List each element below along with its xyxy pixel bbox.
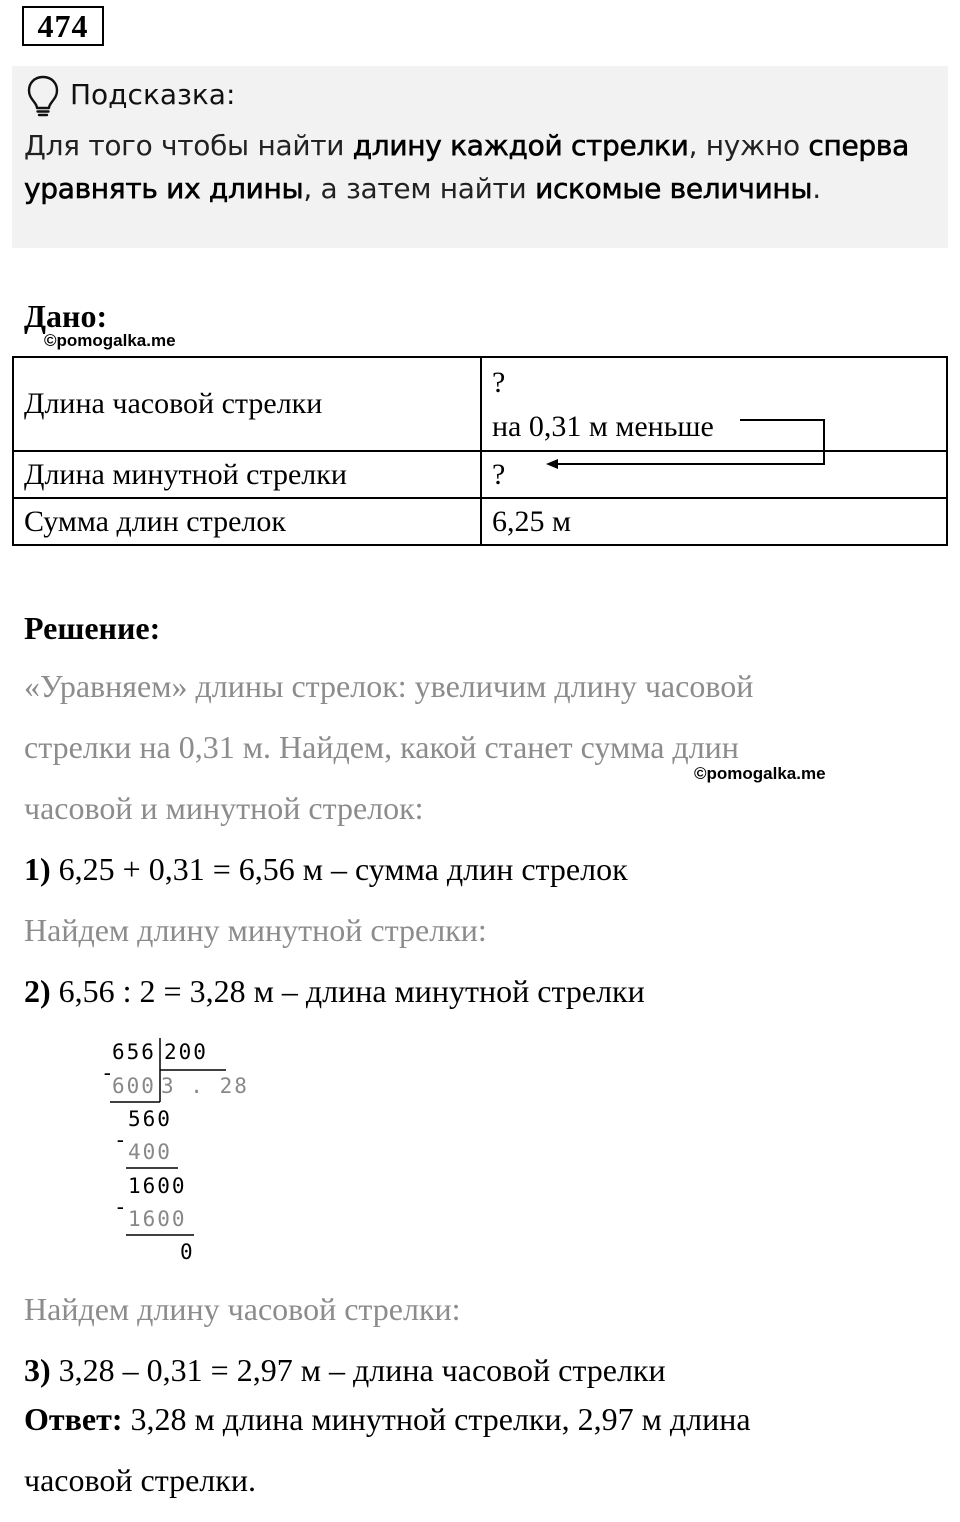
long-division <box>90 1036 270 1266</box>
intro-line: часовой и минутной стрелок: <box>24 790 424 826</box>
solution-heading: Решение: <box>24 610 161 646</box>
dividend: 656 <box>112 1040 156 1064</box>
minus-sign: - <box>101 1061 116 1085</box>
row-label: Длина часовой стрелки <box>13 357 481 451</box>
subtrahend-1: 600 <box>112 1074 156 1098</box>
note-3: Найдем длину часовой стрелки: <box>24 1291 461 1327</box>
row-value: ? на 0,31 м меньше <box>481 357 947 451</box>
hint-text: Для того чтобы найти длину каждой стрелки, нужно сперва уравнять их длины, а затем найти искомые величины. <box>24 129 909 205</box>
row-value: ? <box>481 451 947 498</box>
hint-box <box>12 66 948 248</box>
answer-line-1: Ответ: 3,28 м длина минутной стрелки, 2,97 м длина <box>24 1401 751 1437</box>
row-value: 6,25 м <box>481 498 947 545</box>
intro-line: стрелки на 0,31 м. Найдем, какой станет сумма длин <box>24 729 739 765</box>
note-2: Найдем длину минутной стрелки: <box>24 912 487 948</box>
minus-sign: - <box>114 1128 129 1152</box>
remainder-1: 560 <box>128 1107 172 1131</box>
comparison-arrow <box>540 412 840 482</box>
minus-sign: - <box>114 1195 129 1219</box>
step-2: 2) 6,56 : 2 = 3,28 м – длина минутной стрелки <box>24 973 645 1009</box>
divisor: 200 <box>164 1040 208 1064</box>
answer-line-2: часовой стрелки. <box>24 1462 256 1498</box>
task-number: 474 <box>22 6 104 46</box>
intro-line: «Уравняем» длины стрелок: увеличим длину часовой <box>24 668 754 704</box>
final-remainder: 0 <box>180 1240 195 1264</box>
row-label: Сумма длин стрелок <box>13 498 481 545</box>
watermark: ©pomogalka.me <box>694 764 826 783</box>
subtrahend-2: 400 <box>128 1140 172 1164</box>
remainder-2: 1600 <box>128 1174 187 1198</box>
given-heading: Дано: <box>24 298 108 334</box>
step-3: 3) 3,28 – 0,31 = 2,97 м – длина часовой стрелки <box>24 1352 666 1388</box>
subtrahend-3: 1600 <box>128 1207 187 1231</box>
lightbulb-icon <box>26 74 60 118</box>
row-label: Длина минутной стрелки <box>13 451 481 498</box>
division-lines <box>90 1036 270 1266</box>
quotient: 3 . 28 <box>161 1074 249 1098</box>
watermark: ©pomogalka.me <box>44 331 176 350</box>
table-row <box>13 498 947 545</box>
step-1: 1) 6,25 + 0,31 = 6,56 м – сумма длин стрелок <box>24 851 628 887</box>
hint-title: Подсказка: <box>70 78 236 111</box>
